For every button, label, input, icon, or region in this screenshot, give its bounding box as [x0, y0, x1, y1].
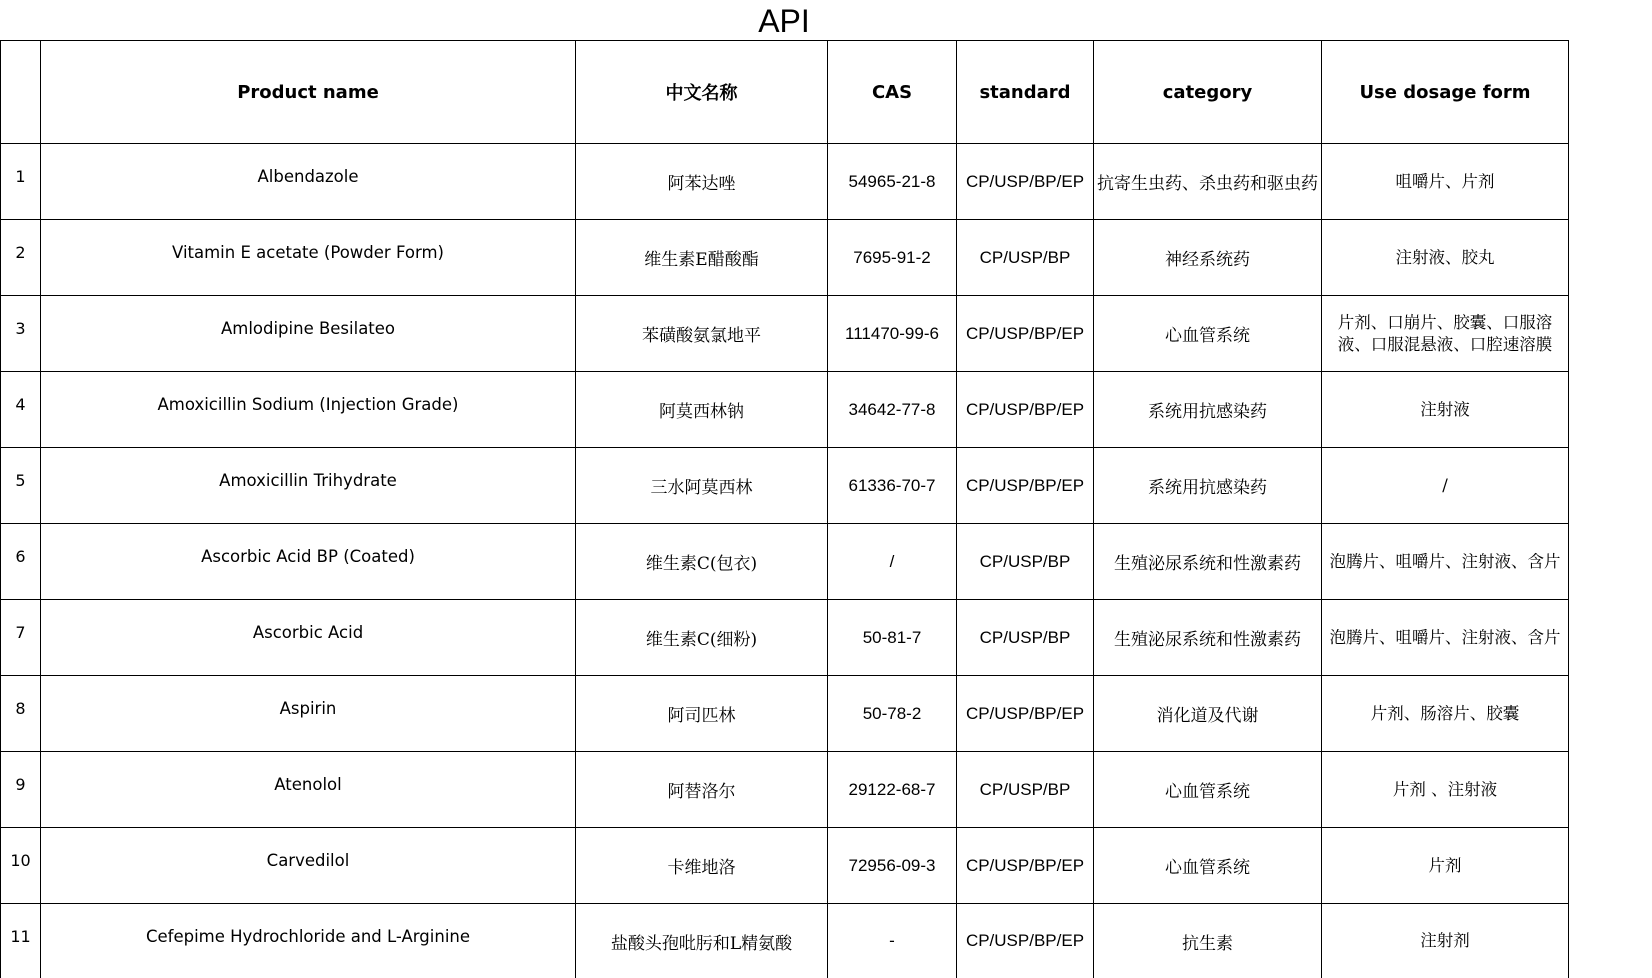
cell-standard: CP/USP/BP: [957, 524, 1094, 600]
sheet-title: API: [0, 0, 1568, 41]
table-row: [1, 296, 1569, 372]
cell-category: 系统用抗感染药: [1094, 372, 1322, 448]
cell-product-name: Carvedilol: [41, 828, 576, 904]
cell-cas: 111470-99-6: [828, 296, 957, 372]
cell-category: 抗寄生虫药、杀虫药和驱虫药: [1094, 144, 1322, 220]
cell-category: 生殖泌尿系统和性激素药: [1094, 524, 1322, 600]
cell-cas: 54965-21-8: [828, 144, 957, 220]
cell-use-dosage-form: 注射剂: [1322, 904, 1569, 978]
table-row: [1, 144, 1569, 220]
cell-no: 5: [1, 448, 41, 524]
header-category: category: [1094, 41, 1322, 144]
cell-cas: -: [828, 904, 957, 978]
header-chinese-name: 中文名称: [576, 41, 828, 144]
cell-cas: 50-78-2: [828, 676, 957, 752]
cell-category: 心血管系统: [1094, 752, 1322, 828]
cell-standard: CP/USP/BP: [957, 220, 1094, 296]
header-cas: CAS: [828, 41, 957, 144]
cell-standard: CP/USP/BP/EP: [957, 448, 1094, 524]
cell-chinese-name: 阿莫西林钠: [576, 372, 828, 448]
cell-standard: CP/USP/BP/EP: [957, 296, 1094, 372]
cell-product-name: Amlodipine Besilateo: [41, 296, 576, 372]
cell-chinese-name: 阿苯达唑: [576, 144, 828, 220]
table-row: [1, 600, 1569, 676]
cell-cas: 34642-77-8: [828, 372, 957, 448]
cell-product-name: Ascorbic Acid BP (Coated): [41, 524, 576, 600]
cell-no: 2: [1, 220, 41, 296]
api-product-table: [0, 40, 1569, 978]
cell-product-name: Ascorbic Acid: [41, 600, 576, 676]
cell-use-dosage-form: 咀嚼片、片剂: [1322, 144, 1569, 220]
cell-no: 11: [1, 904, 41, 978]
cell-chinese-name: 卡维地洛: [576, 828, 828, 904]
cell-no: 7: [1, 600, 41, 676]
cell-category: 消化道及代谢: [1094, 676, 1322, 752]
cell-product-name: Albendazole: [41, 144, 576, 220]
cell-cas: /: [828, 524, 957, 600]
cell-category: 生殖泌尿系统和性激素药: [1094, 600, 1322, 676]
table-row: [1, 220, 1569, 296]
cell-use-dosage-form: 注射液、胶丸: [1322, 220, 1569, 296]
cell-cas: 29122-68-7: [828, 752, 957, 828]
cell-category: 心血管系统: [1094, 828, 1322, 904]
cell-chinese-name: 维生素C(细粉): [576, 600, 828, 676]
cell-category: 抗生素: [1094, 904, 1322, 978]
cell-category: 心血管系统: [1094, 296, 1322, 372]
cell-cas: 50-81-7: [828, 600, 957, 676]
cell-product-name: Cefepime Hydrochloride and L-Arginine: [41, 904, 576, 978]
cell-standard: CP/USP/BP/EP: [957, 372, 1094, 448]
cell-standard: CP/USP/BP/EP: [957, 828, 1094, 904]
cell-no: 4: [1, 372, 41, 448]
cell-product-name: Atenolol: [41, 752, 576, 828]
header-row: [1, 41, 1569, 144]
cell-use-dosage-form: 片剂、肠溶片、胶囊: [1322, 676, 1569, 752]
cell-no: 3: [1, 296, 41, 372]
cell-cas: 7695-91-2: [828, 220, 957, 296]
table-row: [1, 904, 1569, 978]
cell-chinese-name: 盐酸头孢吡肟和L精氨酸: [576, 904, 828, 978]
cell-use-dosage-form: 泡腾片、咀嚼片、注射液、含片: [1322, 524, 1569, 600]
cell-no: 1: [1, 144, 41, 220]
table-row: [1, 372, 1569, 448]
cell-use-dosage-form: /: [1322, 448, 1569, 524]
cell-chinese-name: 苯磺酸氨氯地平: [576, 296, 828, 372]
cell-standard: CP/USP/BP/EP: [957, 144, 1094, 220]
cell-no: 6: [1, 524, 41, 600]
cell-use-dosage-form: 片剂、口崩片、胶囊、口服溶液、口服混悬液、口腔速溶膜: [1322, 296, 1569, 372]
cell-chinese-name: 维生素E醋酸酯: [576, 220, 828, 296]
cell-use-dosage-form: 注射液: [1322, 372, 1569, 448]
cell-cas: 72956-09-3: [828, 828, 957, 904]
cell-product-name: Aspirin: [41, 676, 576, 752]
cell-no: 10: [1, 828, 41, 904]
cell-chinese-name: 维生素C(包衣): [576, 524, 828, 600]
cell-category: 神经系统药: [1094, 220, 1322, 296]
table-row: [1, 676, 1569, 752]
cell-standard: CP/USP/BP: [957, 752, 1094, 828]
cell-chinese-name: 阿司匹林: [576, 676, 828, 752]
header-no: [1, 41, 41, 144]
cell-use-dosage-form: 片剂 、注射液: [1322, 752, 1569, 828]
cell-category: 系统用抗感染药: [1094, 448, 1322, 524]
table-row: [1, 828, 1569, 904]
cell-standard: CP/USP/BP/EP: [957, 904, 1094, 978]
cell-use-dosage-form: 片剂: [1322, 828, 1569, 904]
cell-product-name: Amoxicillin Trihydrate: [41, 448, 576, 524]
header-product-name: Product name: [41, 41, 576, 144]
cell-product-name: Amoxicillin Sodium (Injection Grade): [41, 372, 576, 448]
cell-use-dosage-form: 泡腾片、咀嚼片、注射液、含片: [1322, 600, 1569, 676]
table-row: [1, 752, 1569, 828]
table-row: [1, 448, 1569, 524]
cell-no: 9: [1, 752, 41, 828]
cell-no: 8: [1, 676, 41, 752]
table-row: [1, 524, 1569, 600]
cell-product-name: Vitamin E acetate (Powder Form): [41, 220, 576, 296]
cell-chinese-name: 三水阿莫西林: [576, 448, 828, 524]
cell-chinese-name: 阿替洛尔: [576, 752, 828, 828]
cell-cas: 61336-70-7: [828, 448, 957, 524]
header-use-dosage-form: Use dosage form: [1322, 41, 1569, 144]
header-standard: standard: [957, 41, 1094, 144]
cell-standard: CP/USP/BP/EP: [957, 676, 1094, 752]
cell-standard: CP/USP/BP: [957, 600, 1094, 676]
